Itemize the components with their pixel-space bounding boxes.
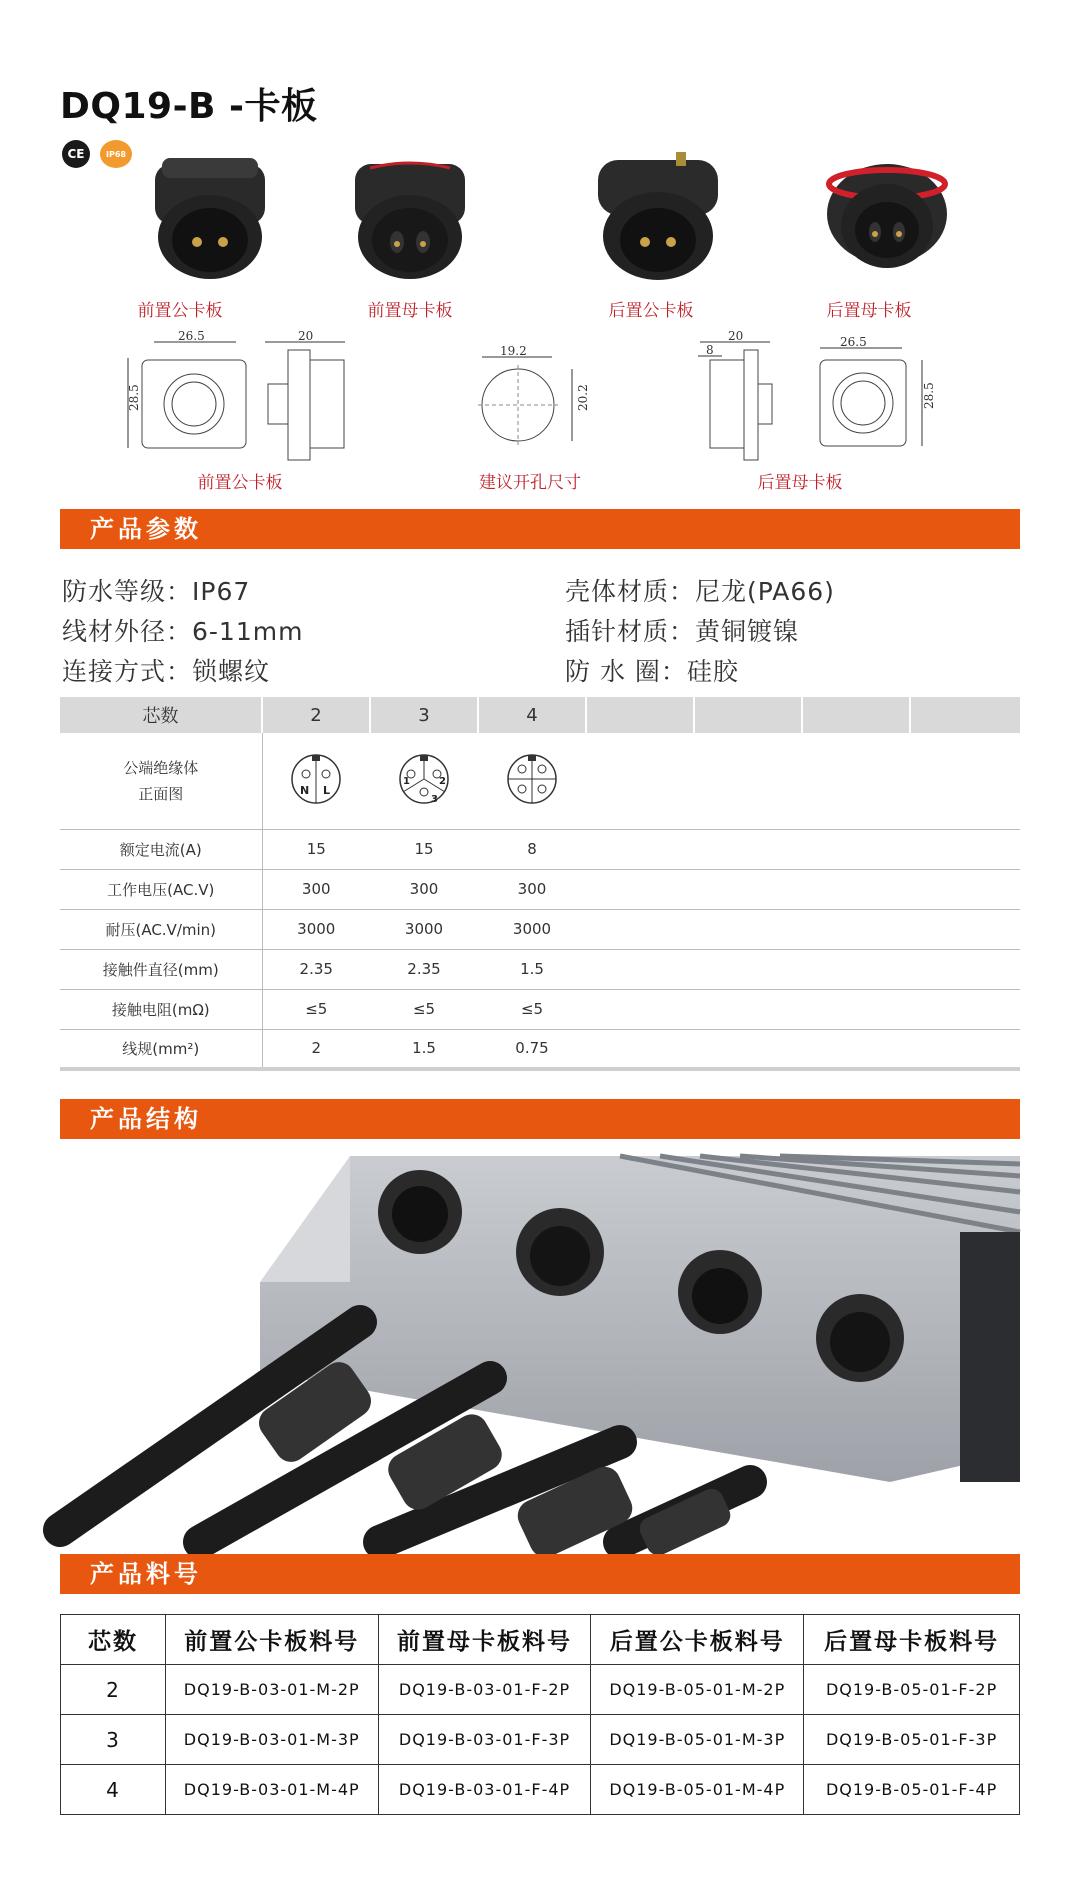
- product-label-front-female: 前置母卡板: [367, 301, 453, 321]
- cell: 1.5: [370, 1029, 478, 1069]
- part-number-table: [60, 1614, 1020, 1815]
- cell: 8: [478, 829, 586, 869]
- svg-text:8: 8: [706, 343, 714, 357]
- svg-text:20: 20: [728, 329, 744, 343]
- svg-text:2: 2: [439, 775, 446, 787]
- part-table-header: [61, 1615, 1020, 1665]
- param-seal-material: 防 水 圈：硅胶: [565, 657, 739, 686]
- table-row: [61, 1765, 1020, 1815]
- drawing-label-hole-size: 建议开孔尺寸: [479, 473, 581, 493]
- table-row: [60, 989, 1020, 1029]
- cell: 2: [61, 1665, 166, 1715]
- cell: DQ19-B-05-01-M-3P: [591, 1715, 804, 1765]
- pin-layout-4-icon: [478, 733, 586, 829]
- face-view-label: 公端绝缘体 正面图: [60, 733, 262, 829]
- cell: ≤5: [370, 989, 478, 1029]
- cell: DQ19-B-05-01-M-2P: [591, 1665, 804, 1715]
- header-cell: 前置公卡板料号: [165, 1615, 378, 1665]
- front-male-dimension-drawing: [120, 330, 360, 455]
- header-cell: 芯数: [60, 697, 262, 733]
- header-cell: 3: [370, 697, 478, 733]
- cell: 0.75: [478, 1029, 586, 1069]
- rear-female-connector-image: [822, 154, 952, 282]
- table-row: [60, 829, 1020, 869]
- pin-layout-3-icon: [370, 733, 478, 829]
- svg-text:3: 3: [431, 793, 438, 805]
- cell: 3000: [370, 909, 478, 949]
- param-connection-method: 连接方式：锁螺纹: [62, 657, 271, 686]
- header-cell: 前置母卡板料号: [378, 1615, 591, 1665]
- product-structure-image: [60, 1152, 1020, 1542]
- cell: DQ19-B-03-01-F-3P: [378, 1715, 591, 1765]
- cell: 2.35: [370, 949, 478, 989]
- product-label-rear-male: 后置公卡板: [608, 301, 694, 321]
- product-label-rear-female: 后置母卡板: [826, 301, 912, 321]
- cell: 300: [370, 869, 478, 909]
- section-header-structure: 产品结构: [60, 1099, 1020, 1139]
- section-header-params: 产品参数: [60, 509, 1020, 549]
- param-pin-material: 插针材质：黄铜镀镍: [565, 617, 800, 646]
- cell: ≤5: [262, 989, 370, 1029]
- front-female-connector-image: [340, 152, 480, 282]
- section-header-part-numbers: 产品料号: [60, 1554, 1020, 1594]
- cell: 15: [262, 829, 370, 869]
- cell: DQ19-B-03-01-M-4P: [165, 1765, 378, 1815]
- cell: DQ19-B-03-01-F-2P: [378, 1665, 591, 1715]
- row-label: 额定电流(A): [60, 829, 262, 869]
- cell: DQ19-B-05-01-F-3P: [804, 1715, 1020, 1765]
- header-cell: 2: [262, 697, 370, 733]
- header-cell: 后置母卡板料号: [804, 1615, 1020, 1665]
- cell: 300: [478, 869, 586, 909]
- param-cable-diameter: 线材外径：6-11mm: [62, 617, 304, 646]
- cell: 4: [61, 1765, 166, 1815]
- cell: DQ19-B-05-01-F-4P: [804, 1765, 1020, 1815]
- cell: DQ19-B-03-01-M-3P: [165, 1715, 378, 1765]
- table-row: [60, 1029, 1020, 1069]
- svg-text:28.5: 28.5: [127, 384, 141, 411]
- cell: 2.35: [262, 949, 370, 989]
- cell: ≤5: [478, 989, 586, 1029]
- spec-table: [60, 697, 1020, 1071]
- row-label: 线规(mm²): [60, 1029, 262, 1069]
- cell: DQ19-B-05-01-M-4P: [591, 1765, 804, 1815]
- table-row: [61, 1665, 1020, 1715]
- pin-layout-2-icon: [262, 733, 370, 829]
- param-waterproof-rating: 防水等级：IP67: [62, 577, 251, 606]
- param-housing-material: 壳体材质：尼龙(PA66): [565, 577, 835, 606]
- cell: 3: [61, 1715, 166, 1765]
- drawing-label-rear-female: 后置母卡板: [757, 473, 843, 493]
- cell: 2: [262, 1029, 370, 1069]
- row-label: 耐压(AC.V/min): [60, 909, 262, 949]
- svg-text:20: 20: [298, 329, 314, 343]
- svg-text:19.2: 19.2: [500, 344, 527, 358]
- cell: DQ19-B-03-01-F-4P: [378, 1765, 591, 1815]
- table-row: [61, 1715, 1020, 1765]
- hole-size-drawing: [470, 345, 590, 450]
- cell: DQ19-B-05-01-F-2P: [804, 1665, 1020, 1715]
- cell: 3000: [262, 909, 370, 949]
- rear-female-dimension-drawing: [670, 329, 936, 455]
- spec-table-header: [60, 697, 1020, 733]
- header-cell: 4: [478, 697, 586, 733]
- svg-text:L: L: [323, 783, 331, 797]
- table-row: [60, 949, 1020, 989]
- header-cell: 后置公卡板料号: [591, 1615, 804, 1665]
- row-label: 接触电阻(mΩ): [60, 989, 262, 1029]
- page-title: DQ19-B -卡板: [60, 86, 318, 127]
- table-row: [60, 869, 1020, 909]
- drawing-label-front-male: 前置公卡板: [197, 473, 283, 493]
- row-label: 接触件直径(mm): [60, 949, 262, 989]
- cell: DQ19-B-03-01-M-2P: [165, 1665, 378, 1715]
- rear-male-connector-image: [588, 150, 728, 282]
- cell: 1.5: [478, 949, 586, 989]
- front-male-connector-image: [140, 152, 280, 282]
- svg-text:1: 1: [403, 775, 410, 787]
- svg-text:26.5: 26.5: [178, 329, 205, 343]
- cell: 3000: [478, 909, 586, 949]
- table-row: [60, 909, 1020, 949]
- svg-text:N: N: [300, 783, 310, 797]
- product-label-front-male: 前置公卡板: [137, 301, 223, 321]
- cell: 15: [370, 829, 478, 869]
- ce-mark-icon: CE: [62, 140, 90, 168]
- header-cell: 芯数: [61, 1615, 166, 1665]
- table-row: [60, 733, 1020, 829]
- svg-text:28.5: 28.5: [922, 382, 936, 409]
- svg-text:20.2: 20.2: [576, 384, 590, 411]
- cell: 300: [262, 869, 370, 909]
- ip68-badge-icon: IP68: [100, 140, 132, 168]
- row-label: 工作电压(AC.V): [60, 869, 262, 909]
- svg-text:26.5: 26.5: [840, 335, 867, 349]
